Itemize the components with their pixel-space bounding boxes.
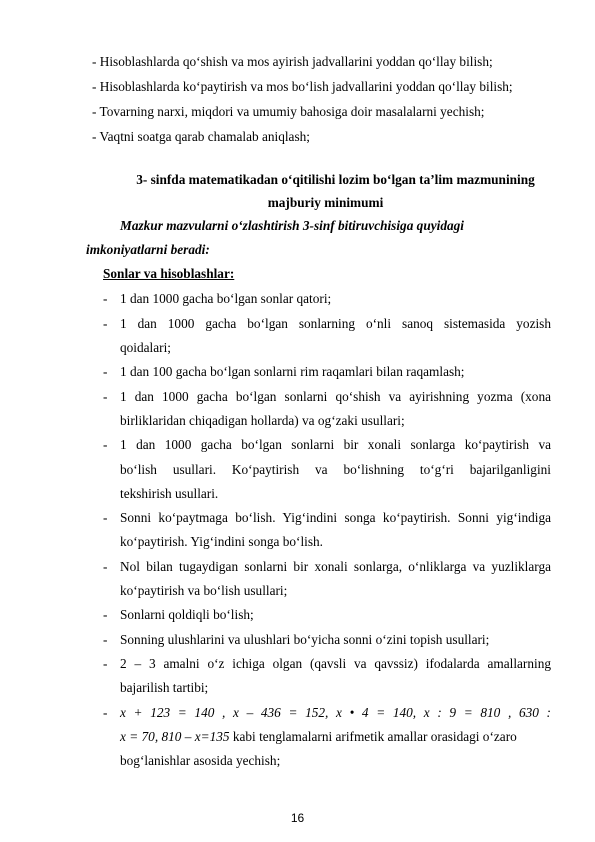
list-item: 1 dan 1000 gacha bo‘lgan sonlarni bir xonali sonlarga ko‘paytirish va bbox=[120, 437, 551, 452]
list-item: 1 dan 1000 gacha bo‘lgan sonlarni qo‘shish va ayirishning yozma (xona bbox=[120, 389, 551, 404]
list-bullet: - bbox=[103, 607, 108, 622]
list-item: 1 dan 1000 gacha bo‘lgan sonlarning o‘nli sanoq sistemasida yozish bbox=[120, 316, 551, 331]
list-item: Nol bilan tugaydigan sonlarni bir xonali sonlarga, o‘nliklarga va yuzliklarga bbox=[120, 559, 551, 574]
list-item-cont: bajarilish tartibi; bbox=[120, 680, 209, 695]
list-bullet: - bbox=[103, 559, 108, 574]
list-item: Sonlarni qoldiqli bo‘lish; bbox=[120, 607, 254, 622]
list-bullet: - bbox=[103, 364, 108, 379]
intro-item: - Tovarning narxi, miqdori va umumiy bahosiga doir masalalarni yechish; bbox=[92, 104, 485, 119]
list-bullet: - bbox=[103, 705, 108, 720]
list-bullet: - bbox=[103, 510, 108, 525]
list-item-cont: bo‘lish usullari. Ko‘paytirish va bo‘lishning to‘g‘ri bajarilganligini bbox=[120, 462, 551, 477]
list-bullet: - bbox=[103, 437, 108, 452]
list-item-cont: bog‘lanishlar asosida yechish; bbox=[120, 753, 281, 768]
list-bullet: - bbox=[103, 291, 108, 306]
intro-item: - Hisoblashlarda ko‘paytirish va mos bo‘lish jadvallarini yoddan qo‘llay bilish; bbox=[92, 79, 513, 94]
subsection-title: Sonlar va hisoblashlar: bbox=[103, 266, 235, 281]
intro-item: - Hisoblashlarda qo‘shish va mos ayirish jadvallarini yoddan qo‘llay bilish; bbox=[92, 54, 493, 69]
page-number: 16 bbox=[290, 811, 305, 825]
equation-line: x + 123 = 140 , x – 436 = 152, x • 4 = 140, x : 9 = 810 , 630 : bbox=[120, 705, 551, 720]
list-bullet: - bbox=[103, 656, 108, 671]
list-item-cont: birliklaridan chiqadigan hollarda) va og‘zaki usullari; bbox=[120, 413, 405, 428]
list-item-cont: tekshirish usullari. bbox=[120, 486, 219, 501]
list-bullet: - bbox=[103, 632, 108, 647]
list-bullet: - bbox=[103, 316, 108, 331]
list-item: Sonning ulushlarini va ulushlari bo‘yicha sonni o‘zini topish usullari; bbox=[120, 632, 490, 647]
equation-text: kabi tenglamalarni arifmetik amallar orasidagi o‘zaro bbox=[229, 729, 517, 744]
list-item-cont: ko‘paytirish. Yig‘indini songa bo‘lish. bbox=[120, 534, 324, 549]
list-item: 1 dan 1000 gacha bo‘lgan sonlar qatori; bbox=[120, 291, 332, 306]
list-item: Sonni ko‘paytmaga bo‘lish. Yig‘indini songa ko‘paytirish. Sonni yig‘indiga bbox=[120, 510, 551, 525]
equation-inline: x = 70, 810 – x=135 bbox=[120, 729, 230, 744]
list-item: 2 – 3 amalni o‘z ichiga olgan (qavsli va qavssiz) ifodalarda amallarning bbox=[120, 656, 551, 671]
list-item-cont: qoidalari; bbox=[120, 340, 171, 355]
list-item: 1 dan 100 gacha bo‘lgan sonlarni rim raqamlari bilan raqamlash; bbox=[120, 364, 465, 379]
equation-line-2 bbox=[120, 729, 551, 745]
list-bullet: - bbox=[103, 389, 108, 404]
section-heading: 3- sinfda matematikadan o‘qitilishi lozim bo‘lgan ta’lim mazmunining bbox=[136, 172, 535, 187]
intro-item: - Vaqtni soatga qarab chamalab aniqlash; bbox=[92, 129, 310, 144]
subtitle: Mazkur mazvularni o‘zlashtirish 3-sinf bitiruvchisiga quyidagi bbox=[120, 218, 464, 233]
section-heading-line2: majburiy minimumi bbox=[267, 195, 384, 210]
subtitle-line2: imkoniyatlarni beradi: bbox=[86, 242, 210, 257]
list-item-cont: ko‘paytirish va bo‘lish usullari; bbox=[120, 583, 288, 598]
